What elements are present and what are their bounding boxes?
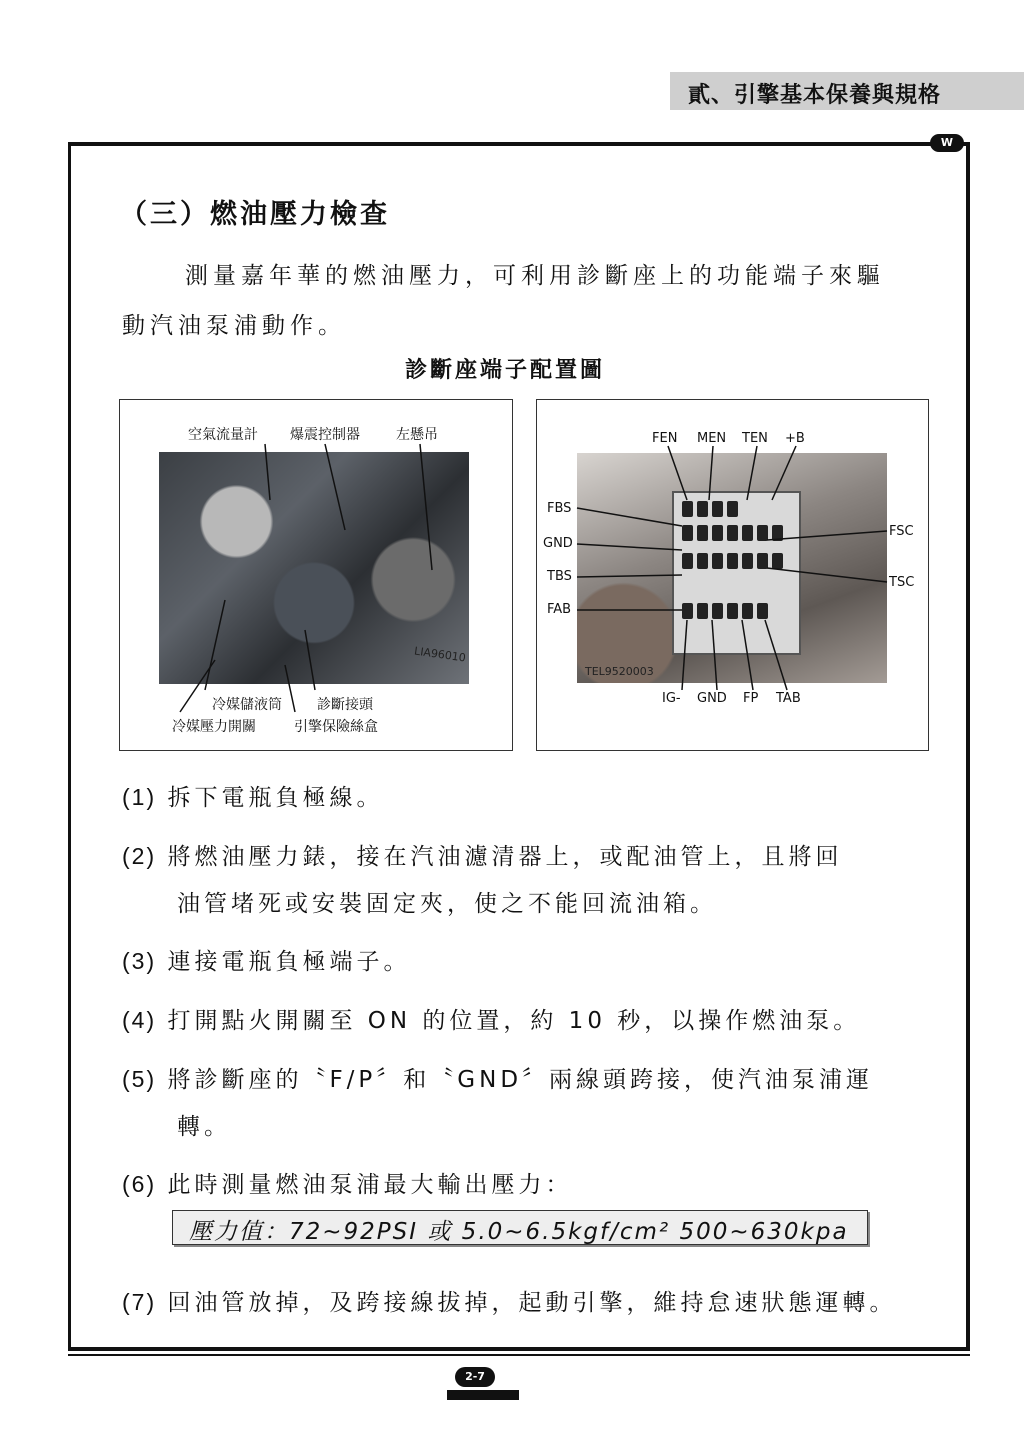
label-air-flow-meter: 空氣流量計 — [188, 427, 258, 443]
step-number: (7) — [122, 1289, 157, 1315]
step-5 — [122, 1061, 873, 1094]
pin-label-plus-b: +B — [785, 431, 805, 446]
label-left-suspension: 左懸吊 — [396, 427, 438, 443]
pin-label-fp: FP — [743, 691, 759, 706]
step-7 — [122, 1284, 896, 1317]
pin-label-ten: TEN — [742, 431, 768, 446]
pin-label-fab: FAB — [547, 602, 572, 617]
photo-code: LIA96010 — [413, 644, 467, 665]
pin-label-men: MEN — [697, 431, 727, 446]
step-number: (5) — [122, 1066, 157, 1092]
pressure-value-text: 壓力值：72~92PSI 或 5.0~6.5kgf/cm² 500~630kpa — [189, 1219, 849, 1245]
step-3 — [122, 943, 410, 976]
figure-caption: 診斷座端子配置圖 — [405, 358, 606, 383]
left-border-rule — [68, 142, 71, 1350]
pin-label-tbs: TBS — [547, 569, 572, 584]
step-text: 打開點火開關至 ON 的位置，約 10 秒，以操作燃油泵。 — [167, 1008, 861, 1034]
pin-label-gnd-bottom: GND — [697, 691, 727, 706]
pin-label-fbs: FBS — [547, 501, 572, 516]
step-5-continued: 轉。 — [177, 1114, 231, 1140]
step-number: (4) — [122, 1007, 157, 1033]
step-4 — [122, 1002, 860, 1035]
step-number: (6) — [122, 1171, 157, 1197]
step-number: (3) — [122, 948, 157, 974]
step-text: 回油管放掉，及跨接線拔掉，起動引擎，維持怠速狀態運轉。 — [167, 1290, 897, 1316]
engine-bay-leader-lines — [120, 400, 512, 750]
step-6 — [122, 1166, 572, 1199]
publisher-footer-logo — [447, 1390, 519, 1400]
pin-label-fen: FEN — [652, 431, 678, 446]
section-title: （三）燃油壓力檢查 — [120, 199, 390, 230]
step-number: (2) — [122, 843, 157, 869]
step-text: 將診斷座的〝F/P〞和〝GND〞兩線頭跨接，使汽油泵浦運 — [167, 1067, 874, 1093]
pin-label-ig-minus: IG- — [662, 691, 681, 706]
pin-label-tsc: TSC — [889, 575, 915, 590]
bottom-border-rule-thin — [68, 1354, 970, 1356]
pin-label-fsc: FSC — [889, 524, 914, 539]
label-refrigerant-receiver: 冷媒儲液筒 — [212, 697, 282, 713]
photo-code: TEL9520003 — [585, 665, 654, 678]
step-text: 拆下電瓶負極線。 — [167, 785, 384, 811]
pressure-value-box — [172, 1210, 868, 1245]
bottom-border-rule — [68, 1347, 970, 1351]
step-text: 將燃油壓力錶，接在汽油濾清器上，或配油管上，且將回 — [167, 844, 843, 870]
label-engine-fuse-box: 引擎保險絲盒 — [294, 719, 378, 735]
label-diagnostic-connector: 診斷接頭 — [317, 697, 373, 713]
step-1 — [122, 779, 383, 812]
label-knock-controller: 爆震控制器 — [290, 427, 360, 443]
publisher-logo-badge: W — [930, 134, 964, 152]
right-border-rule — [966, 142, 970, 1350]
top-border-rule — [70, 142, 970, 146]
step-2-continued: 油管堵死或安裝固定夾，使之不能回流油箱。 — [177, 891, 717, 917]
connector-pinout-figure — [536, 399, 929, 751]
intro-paragraph-line-1: 測量嘉年華的燃油壓力，可利用診斷座上的功能端子來驅 — [185, 263, 885, 289]
step-number: (1) — [122, 784, 157, 810]
engine-bay-figure — [119, 399, 513, 751]
pin-label-tab: TAB — [776, 691, 801, 706]
step-text: 連接電瓶負極端子。 — [167, 949, 411, 975]
label-refrigerant-pressure-switch: 冷媒壓力開關 — [172, 719, 256, 735]
page-number: 2-7 — [455, 1367, 495, 1387]
step-text: 此時測量燃油泵浦最大輸出壓力： — [167, 1172, 573, 1198]
step-2 — [122, 838, 842, 871]
connector-leader-lines — [537, 400, 928, 750]
intro-paragraph-line-2: 動汽油泵浦動作。 — [122, 313, 346, 339]
pin-label-gnd-left: GND — [543, 536, 573, 551]
chapter-title: 貳、引擎基本保養與規格 — [688, 83, 942, 108]
